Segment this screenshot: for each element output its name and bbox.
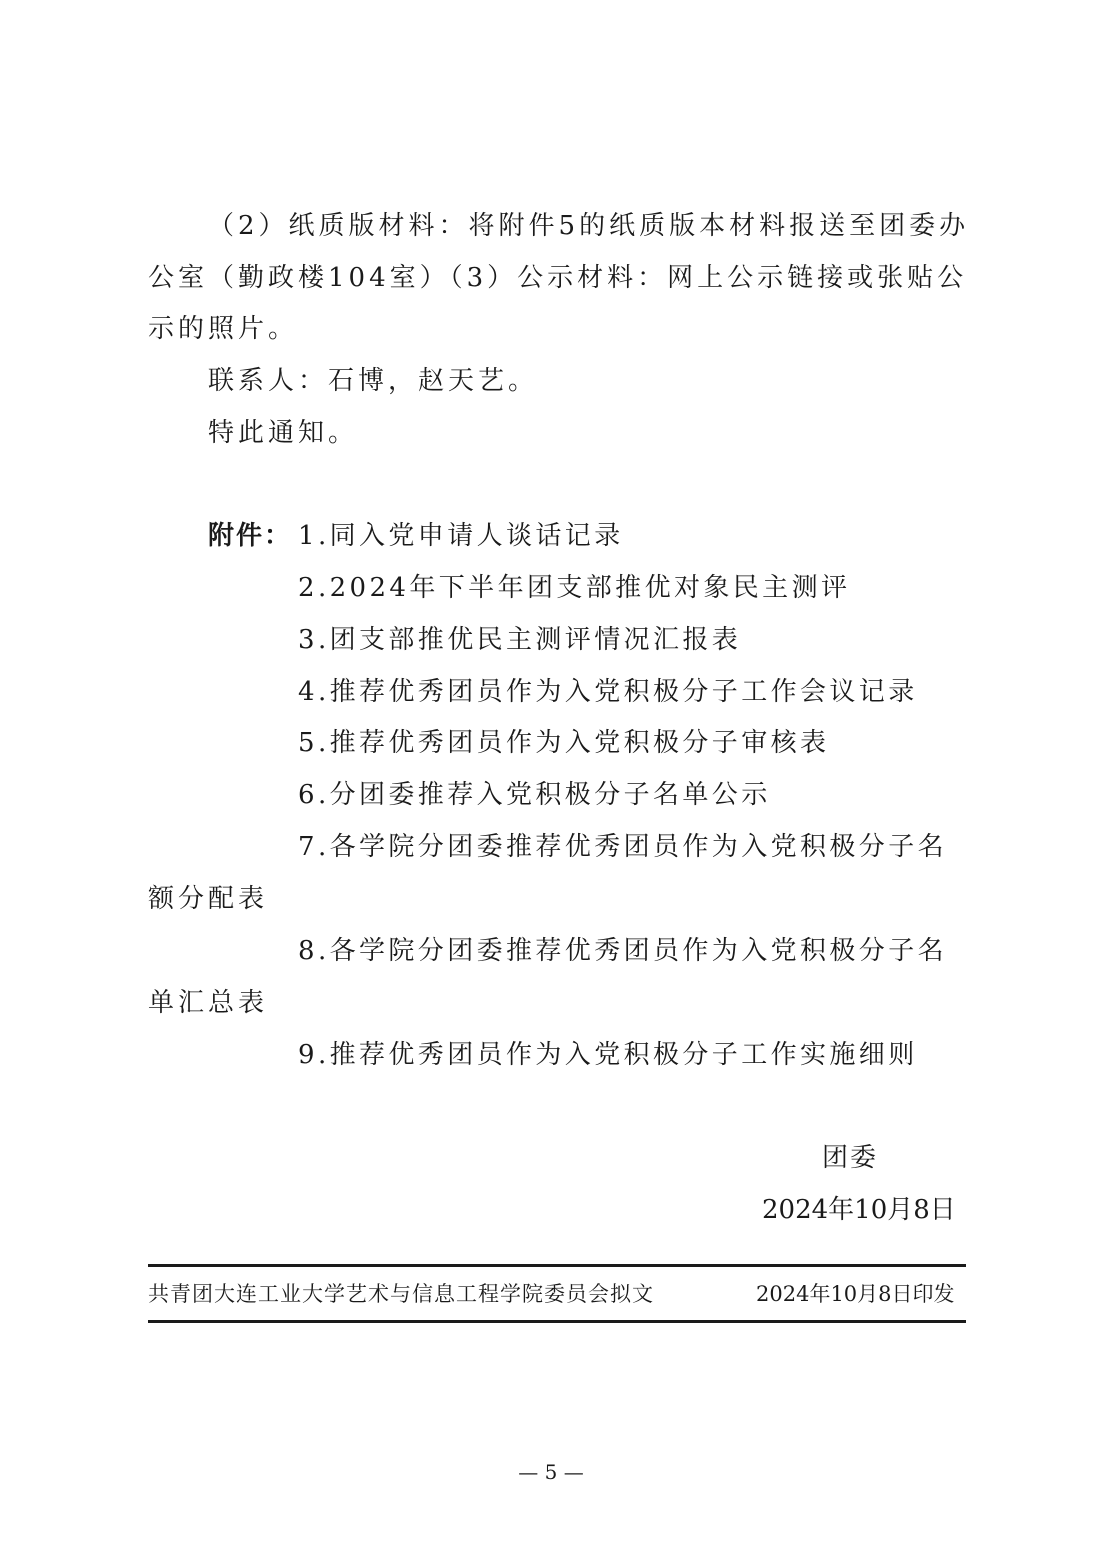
footer-top-rule — [148, 1264, 966, 1267]
footer-issue-date: 2024年10月8日印发 — [756, 1282, 955, 1306]
notice-line: 特此通知。 — [208, 418, 359, 448]
footer-issuer: 共青团大连工业大学艺术与信息工程学院委员会拟文 — [148, 1282, 654, 1306]
page-number: — 5 — — [518, 1460, 584, 1484]
body-line-3: 示的照片。 — [148, 314, 299, 344]
body-line-2: 公室（勤政楼104室）（3）公示材料：网上公示链接或张贴公 — [148, 263, 968, 293]
signature-org: 团委 — [822, 1143, 879, 1173]
footer-bottom-rule — [148, 1320, 966, 1323]
signature-date: 2024年10月8日 — [762, 1195, 956, 1225]
body-line-1: （2）纸质版材料：将附件5的纸质版本材料报送至团委办 — [208, 211, 970, 241]
contact-line: 联系人：石博，赵天艺。 — [208, 366, 539, 396]
attachment-item-7-cont: 额分配表 — [148, 884, 269, 914]
attachment-item-6: 6.分团委推荐入党积极分子名单公示 — [298, 780, 771, 810]
attachment-item-9: 9.推荐优秀团员作为入党积极分子工作实施细则 — [298, 1040, 918, 1070]
attachment-item-4: 4.推荐优秀团员作为入党积极分子工作会议记录 — [298, 677, 918, 707]
attachment-item-5: 5.推荐优秀团员作为入党积极分子审核表 — [298, 728, 830, 758]
attachment-item-3: 3.团支部推优民主测评情况汇报表 — [298, 625, 742, 655]
attachments-label: 附件： — [208, 521, 293, 551]
attachment-item-8-cont: 单汇总表 — [148, 988, 269, 1018]
attachment-item-1: 1.同入党申请人谈话记录 — [298, 521, 624, 551]
attachment-item-2: 2.2024年下半年团支部推优对象民主测评 — [298, 573, 851, 603]
attachment-item-8: 8.各学院分团委推荐优秀团员作为入党积极分子名 — [298, 936, 948, 966]
attachment-item-7: 7.各学院分团委推荐优秀团员作为入党积极分子名 — [298, 832, 948, 862]
